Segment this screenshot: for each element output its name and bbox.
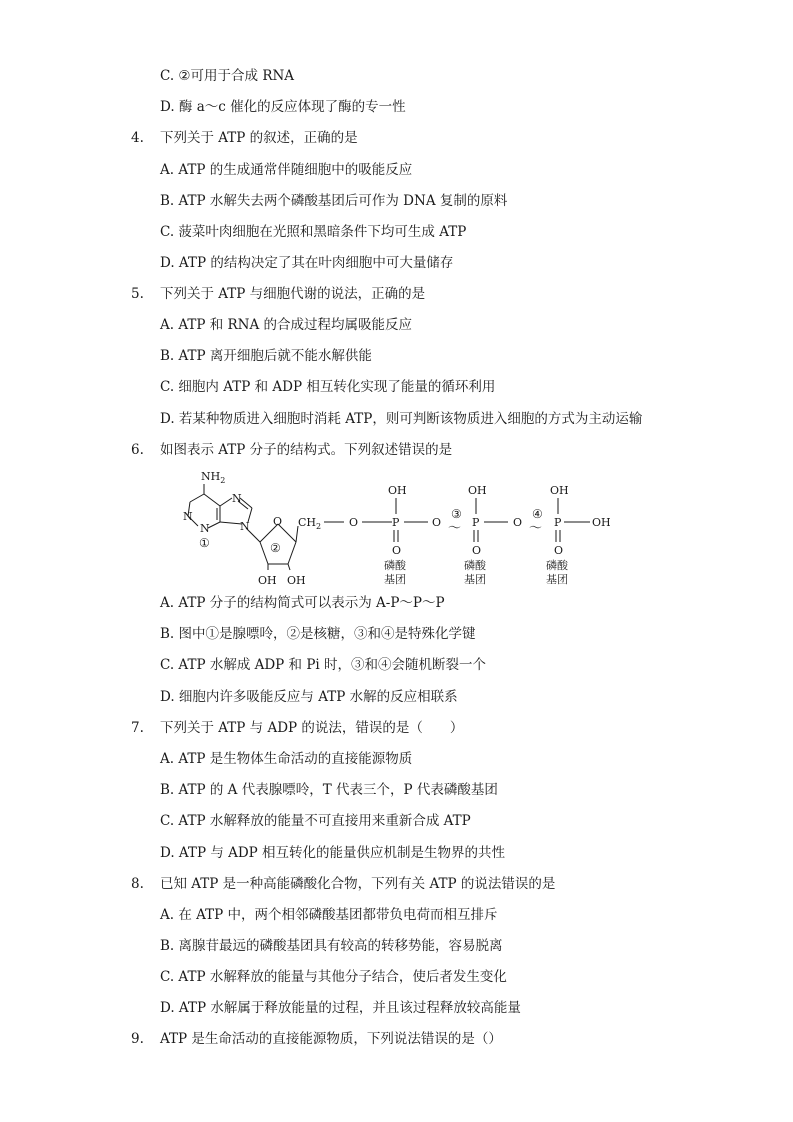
option-d: D. ATP 水解属于释放能量的过程，并且该过程释放较高能量 bbox=[160, 1000, 521, 1016]
question-number: 6. bbox=[131, 442, 144, 458]
ribose-oxygen: O bbox=[273, 515, 283, 528]
option-b: B. 图中①是腺嘌呤，②是核糖，③和④是特殊化学键 bbox=[160, 626, 476, 642]
nitrogen-atom: N bbox=[232, 492, 242, 505]
question-number: 7. bbox=[131, 720, 144, 736]
question-stem: 如图表示 ATP 分子的结构式。下列叙述错误的是 bbox=[160, 442, 453, 458]
q3-option-c: C. ②可用于合成 RNA bbox=[160, 68, 295, 84]
option-b: B. 离腺苷最远的磷酸基团具有较高的转移势能，容易脱离 bbox=[160, 938, 503, 954]
marker-4: ④ bbox=[532, 507, 543, 521]
option-b: B. ATP 水解失去两个磷酸基团后可作为 DNA 复制的原料 bbox=[160, 193, 508, 209]
option-a: A. ATP 的生成通常伴随细胞中的吸能反应 bbox=[160, 162, 413, 178]
nitrogen-atom: N bbox=[200, 522, 210, 535]
option-a: A. ATP 分子的结构简式可以表示为 A-P～P～P bbox=[160, 595, 445, 611]
phosphate-hydroxyl: OH bbox=[550, 484, 569, 497]
option-c: C. ATP 水解释放的能量与其他分子结合，使后者发生变化 bbox=[160, 969, 507, 985]
phosphorus-atom: P bbox=[392, 516, 400, 529]
phosphate-label: 磷酸 bbox=[384, 559, 406, 572]
nitrogen-atom: N bbox=[240, 520, 250, 533]
marker-3: ③ bbox=[451, 507, 462, 521]
phosphate-hydroxyl: OH bbox=[388, 484, 407, 497]
atp-structure-diagram bbox=[168, 466, 628, 590]
question-stem: 下列关于 ATP 与 ADP 的说法，错误的是（ ） bbox=[160, 720, 464, 736]
methylene-label: $CH_2$ bbox=[298, 516, 322, 531]
phosphate-oxygen: O bbox=[392, 544, 402, 557]
marker-1: ① bbox=[199, 536, 210, 550]
phosphate-oxygen: O bbox=[472, 544, 482, 557]
phosphate-oxygen: O bbox=[554, 544, 564, 557]
phosphorus-atom: P bbox=[554, 516, 562, 529]
high-energy-bond-3: ～ bbox=[448, 521, 462, 536]
option-a: A. ATP 是生物体生命活动的直接能源物质 bbox=[160, 751, 413, 767]
terminal-hydroxyl: OH bbox=[592, 516, 611, 529]
ribose-hydroxyl: OH bbox=[258, 574, 277, 587]
option-d: D. 细胞内许多吸能反应与 ATP 水解的反应相联系 bbox=[160, 689, 458, 705]
high-energy-bond-4: ～ bbox=[529, 521, 543, 536]
option-c: C. 菠菜叶肉细胞在光照和黑暗条件下均可生成 ATP bbox=[160, 224, 467, 240]
option-a: A. 在 ATP 中，两个相邻磷酸基团都带负电荷而相互排斥 bbox=[160, 907, 498, 923]
option-c: C. 细胞内 ATP 和 ADP 相互转化实现了能量的循环利用 bbox=[160, 379, 496, 395]
question-number: 5. bbox=[131, 286, 144, 302]
option-a: A. ATP 和 RNA 的合成过程均属吸能反应 bbox=[160, 317, 413, 333]
marker-2: ② bbox=[270, 541, 281, 555]
phosphate-label: 基团 bbox=[384, 573, 406, 586]
question-number: 9. bbox=[131, 1031, 144, 1047]
question-number: 4. bbox=[131, 130, 144, 146]
phosphorus-atom: P bbox=[472, 516, 480, 529]
ester-oxygen: O bbox=[349, 516, 359, 529]
question-stem: 下列关于 ATP 的叙述，正确的是 bbox=[160, 130, 358, 146]
question-number: 8. bbox=[131, 876, 144, 892]
anhydride-oxygen: O bbox=[513, 516, 523, 529]
option-c: C. ATP 水解成 ADP 和 Pi 时，③和④会随机断裂一个 bbox=[160, 657, 487, 673]
question-stem: 下列关于 ATP 与细胞代谢的说法，正确的是 bbox=[160, 286, 426, 302]
option-d: D. ATP 与 ADP 相互转化的能量供应机制是生物界的共性 bbox=[160, 845, 506, 861]
phosphate-hydroxyl: OH bbox=[468, 484, 487, 497]
option-d: D. ATP 的结构决定了其在叶肉细胞中可大量储存 bbox=[160, 255, 454, 271]
nitrogen-atom: N bbox=[183, 510, 193, 523]
phosphate-label: 基团 bbox=[464, 573, 486, 586]
option-b: B. ATP 离开细胞后就不能水解供能 bbox=[160, 348, 372, 364]
option-b: B. ATP 的 A 代表腺嘌呤，T 代表三个，P 代表磷酸基团 bbox=[160, 782, 498, 798]
question-stem: ATP 是生命活动的直接能源物质，下列说法错误的是（） bbox=[160, 1031, 502, 1047]
phosphate-label: 基团 bbox=[546, 573, 568, 586]
amino-group-label: $NH_2$ bbox=[201, 470, 226, 485]
anhydride-oxygen: O bbox=[432, 516, 442, 529]
phosphate-label: 磷酸 bbox=[546, 559, 568, 572]
option-d: D. 若某种物质进入细胞时消耗 ATP，则可判断该物质进入细胞的方式为主动运输 bbox=[160, 411, 643, 427]
option-c: C. ATP 水解释放的能量不可直接用来重新合成 ATP bbox=[160, 813, 471, 829]
ribose-hydroxyl: OH bbox=[287, 574, 306, 587]
question-stem: 已知 ATP 是一种高能磷酸化合物，下列有关 ATP 的说法错误的是 bbox=[160, 876, 556, 892]
q3-option-d: D. 酶 a～c 催化的反应体现了酶的专一性 bbox=[160, 99, 406, 115]
phosphate-label: 磷酸 bbox=[464, 559, 486, 572]
